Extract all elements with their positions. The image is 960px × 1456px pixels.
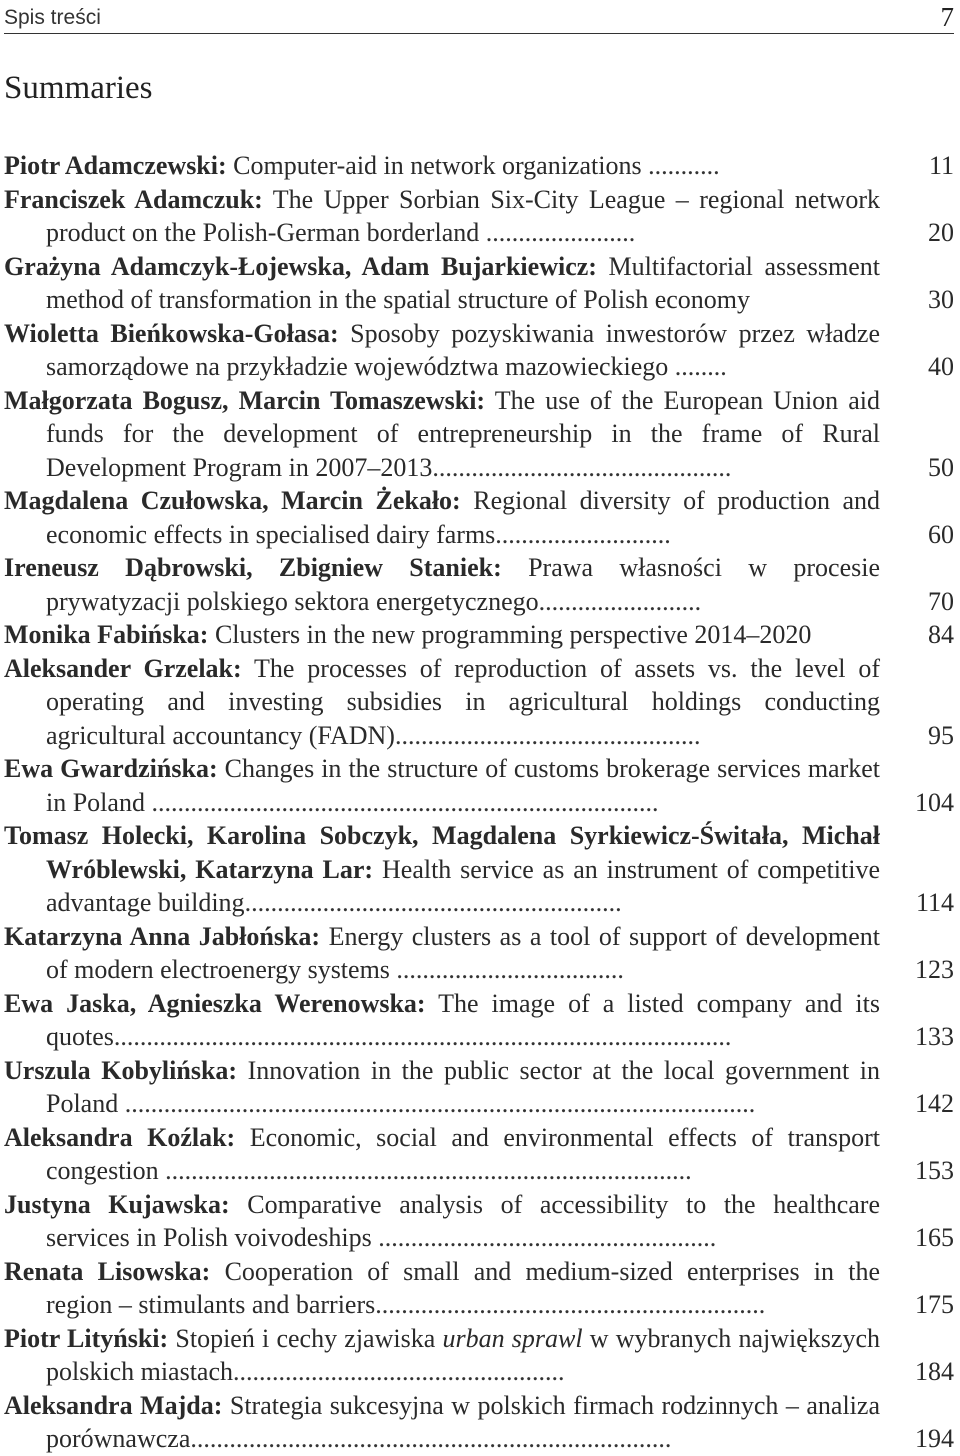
toc-entry[interactable] (0, 1188, 960, 1255)
entry-title: The Upper Sorbian Six-City League – regional network product on the Polish-German borderland (46, 184, 881, 247)
toc-entry[interactable] (0, 149, 960, 183)
entry-page: 95 (928, 720, 954, 750)
entry-author: Ireneusz Dąbrowski, Zbigniew Staniek: (4, 553, 502, 582)
dot-leader: ........... (641, 151, 720, 180)
toc-entry[interactable] (0, 183, 960, 250)
entry-title-part: w wybranych największych polskich miastach (46, 1323, 880, 1386)
toc-entry[interactable] (0, 987, 960, 1054)
dot-leader: .......................................................... (244, 888, 622, 917)
toc-entry[interactable] (0, 920, 960, 987)
toc-entry[interactable] (0, 1054, 960, 1121)
entry-page: 104 (915, 787, 954, 817)
entry-page: 40 (928, 352, 954, 381)
dot-leader: .......................................................................... (190, 1424, 672, 1453)
entry-title: Computer-aid in network organizations (233, 151, 642, 180)
dot-leader: .............................................................................. (144, 787, 659, 817)
entry-page: 60 (928, 519, 954, 549)
entry-author: Piotr Lityński: (4, 1323, 169, 1353)
dot-leader: .................................................... (371, 1223, 717, 1252)
entry-title: Innovation in the public sector at the local government in Poland (46, 1055, 880, 1118)
entry-author: Renata Lisowska: (4, 1256, 211, 1286)
dot-leader: ................................................... (233, 1357, 565, 1386)
running-header (4, 2, 954, 34)
entry-page: 194 (915, 1424, 954, 1453)
entry-page: 175 (915, 1290, 954, 1319)
entry-title: Health service as an instrument of competitive advantage building (46, 854, 881, 917)
entry-page: 114 (915, 888, 954, 917)
entry-author: Aleksandra Majda: (4, 1390, 223, 1420)
entry-author: Katarzyna Anna Jabłońska: (4, 921, 321, 951)
entry-author: Monika Fabińska: (4, 620, 209, 649)
entry-author: Wioletta Bieńkowska-Gołasa: (4, 318, 339, 348)
entry-author: Grażyna Adamczyk-Łojewska, Adam Bujarkiewicz: (4, 251, 597, 281)
table-of-contents (0, 149, 960, 1456)
entry-page: 11 (928, 151, 954, 180)
entry-page: 70 (928, 586, 954, 616)
toc-entry[interactable] (0, 1389, 960, 1456)
toc-entry[interactable] (0, 1255, 960, 1322)
entry-author: Justyna Kujawska: (4, 1189, 230, 1219)
dot-leader: ............................................... (394, 720, 701, 750)
toc-entry[interactable] (0, 1121, 960, 1188)
toc-entry[interactable] (0, 1322, 960, 1389)
dot-leader: ............................................................................................... (113, 1022, 732, 1051)
entry-title: The use of the European Union aid funds for the development of entrepreneurship in the frame of Rural Development Program in 2007–2013 (46, 385, 881, 482)
entry-author: Magdalena Czułowska, Marcin Żekało: (4, 486, 461, 515)
entry-page: 142 (915, 1089, 954, 1118)
entry-page: 30 (928, 285, 954, 314)
entry-author: Piotr Adamczewski: (4, 151, 227, 180)
entry-author: Tomasz Holecki, Karolina Sobczyk, Magdalena Syrkiewicz-Świtała, Michał Wróblewski, Katarzyna Lar: (4, 821, 880, 884)
entry-title: The processes of reproduction of assets vs. the level of operating and investing subsidies in agricultural holdings conducting agricultural accountancy (FADN) (46, 653, 880, 750)
section-title: Summaries (4, 70, 153, 106)
dot-leader: .............................................. (432, 452, 732, 482)
entry-title: Economic, social and environmental effects of transport congestion (46, 1122, 881, 1185)
toc-entry[interactable] (0, 484, 960, 551)
entry-title-italic: urban sprawl (442, 1323, 583, 1353)
entry-page: 50 (928, 452, 954, 482)
dot-leader: ........................... (495, 519, 671, 549)
entry-page: 20 (928, 218, 954, 247)
dot-leader: ......................... (538, 586, 702, 616)
entry-title: Regional diversity of production and economic effects in specialised dairy farms (46, 486, 881, 549)
entry-title: Cooperation of small and medium-sized enterprises in the region – stimulants and barriers (46, 1256, 880, 1319)
entry-title: Energy clusters as a tool of support of development of modern electroenergy systems (46, 921, 880, 984)
toc-entry[interactable] (0, 618, 960, 652)
toc-entry[interactable] (0, 752, 960, 819)
entry-title: Strategia sukcesyjna w polskich firmach rodzinnych – analiza porównawcza (46, 1390, 880, 1453)
entry-page: 153 (915, 1156, 954, 1185)
dot-leader: ....................... (479, 218, 636, 247)
entry-title: Prawa własności w procesie prywatyzacji polskiego sektora energetycznego (46, 553, 881, 616)
toc-entry[interactable] (0, 384, 960, 485)
entry-title: Multifactorial assessment method of transformation in the spatial structure of Polish economy (46, 251, 880, 314)
toc-entry[interactable] (0, 317, 960, 384)
entry-title: Comparative analysis of accessibility to the healthcare services in Polish voivodeships (46, 1189, 880, 1252)
entry-page: 133 (915, 1022, 954, 1051)
entry-author: Franciszek Adamczuk: (4, 184, 263, 214)
entry-page: 84 (928, 620, 954, 649)
entry-author: Ewa Gwardzińska: (4, 754, 218, 783)
entry-page: 184 (915, 1357, 954, 1386)
entry-title: The image of a listed company and its quotes (46, 988, 880, 1051)
dot-leader: ................................... (389, 955, 624, 984)
toc-entry[interactable] (0, 551, 960, 618)
entry-title: Clusters in the new programming perspective 2014–2020 (214, 620, 812, 649)
entry-author: Małgorzata Bogusz, Marcin Tomaszewski: (4, 385, 486, 415)
entry-page: 123 (915, 955, 954, 984)
toc-entry[interactable] (0, 652, 960, 753)
entry-page: 165 (915, 1223, 954, 1252)
dot-leader: ........ (668, 352, 727, 381)
dot-leader: ................................................................................................. (118, 1089, 756, 1118)
running-title: Spis treści (4, 6, 101, 29)
entry-author: Aleksandra Koźlak: (4, 1122, 236, 1152)
dot-leader: ................................................................................. (158, 1156, 692, 1185)
entry-title: Changes in the structure of customs brokerage services market in Poland (46, 754, 881, 817)
entry-author: Ewa Jaska, Agnieszka Werenowska: (4, 988, 426, 1018)
entry-author: Aleksander Grzelak: (4, 653, 242, 683)
toc-entry[interactable] (0, 250, 960, 317)
page-number: 7 (940, 2, 954, 32)
dot-leader: ............................................................ (375, 1290, 766, 1319)
entry-title: Sposoby pozyskiwania inwestorów przez władze samorządowe na przykładzie województwa mazowieckiego (46, 318, 880, 381)
toc-entry[interactable] (0, 819, 960, 920)
entry-author: Urszula Kobylińska: (4, 1055, 238, 1085)
entry-title-part: Stopień i cechy zjawiska (175, 1323, 443, 1353)
